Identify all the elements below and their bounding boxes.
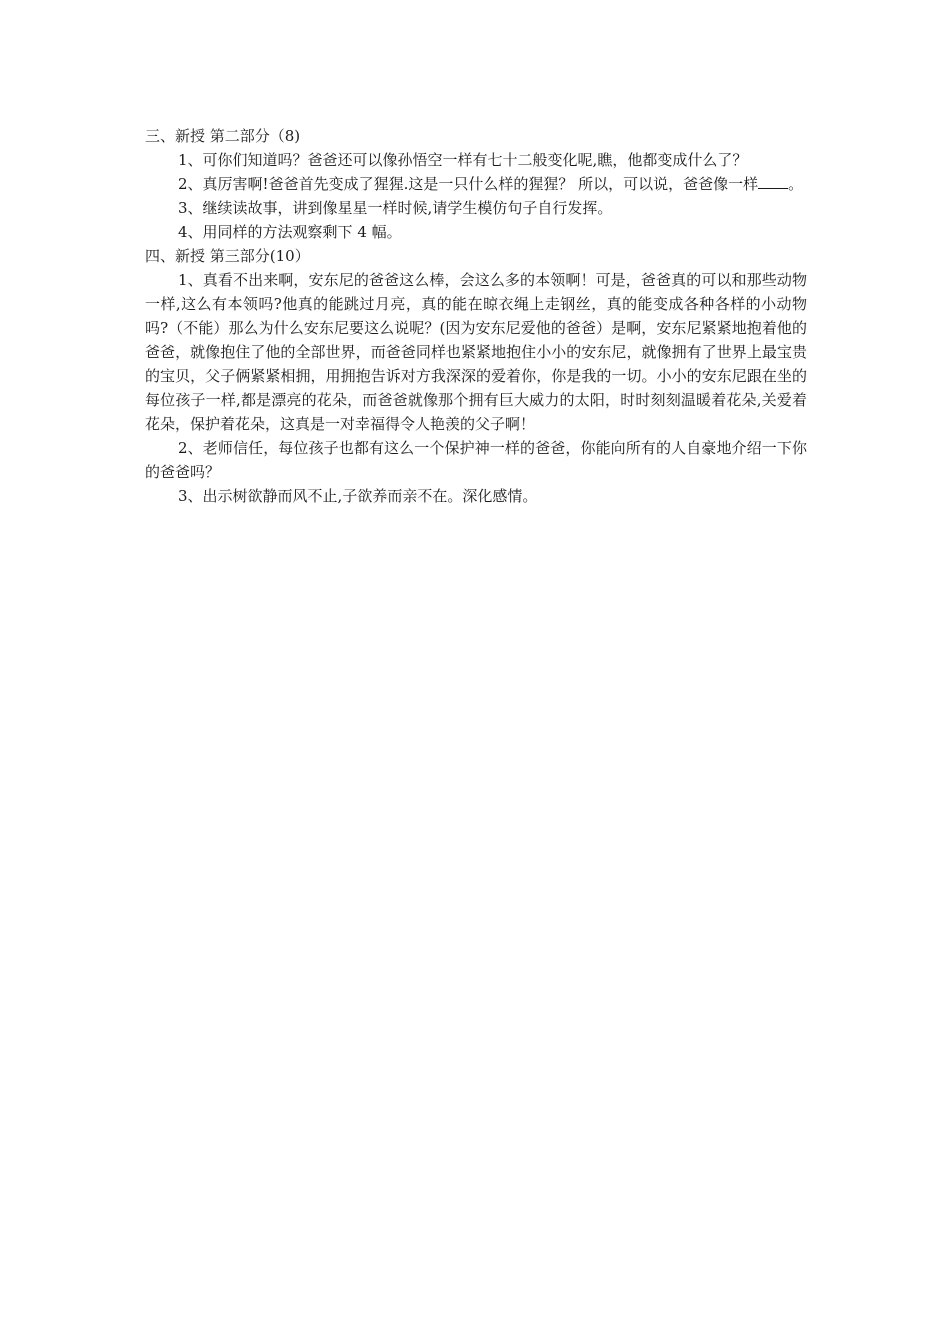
section-3-heading: 三、新授 第二部分（8) [145, 127, 301, 145]
fill-in-blank[interactable] [758, 188, 788, 189]
section-3-item-2 [145, 172, 807, 196]
document-body [145, 124, 807, 508]
section-3-item-2-text: 2、真厉害啊!爸爸首先变成了猩猩.这是一只什么样的猩猩？ 所以，可以说，爸爸像一样 [178, 175, 759, 193]
section-3-item-2-end: 。 [788, 175, 804, 193]
section-4-heading: 四、新授 第三部分(10） [145, 247, 310, 265]
section-3-item-4: 4、用同样的方法观察剩下 4 幅。 [178, 223, 402, 241]
section-4-item-3: 3、出示树欲静而风不止,子欲养而亲不在。深化感情。 [178, 487, 538, 505]
section-4-item-2: 2、老师信任，每位孩子也都有这么一个保护神一样的爸爸，你能向所有的人自豪地介绍一下你的爸爸吗？ [145, 439, 807, 481]
section-3-item-3: 3、继续读故事，讲到像星星一样时候,请学生模仿句子自行发挥。 [178, 199, 613, 217]
section-4-item-1: 1、真看不出来啊，安东尼的爸爸这么棒，会这么多的本领啊！可是，爸爸真的可以和那些动物一样,这么有本领吗?他真的能跳过月亮，真的能在晾衣绳上走钢丝，真的能变成各种各样的小动物吗?（不能）那么为什么安东尼要这么说呢？(因为安东尼爱他的爸爸）是啊，安东尼紧紧地抱着他的爸爸，就像抱住了他的全部世界，而爸爸同样也紧紧地抱住小小的安东尼，就像拥有了世界上最宝贵的宝贝，父子俩紧紧相拥，用拥抱告诉对方我深深的爱着你，你是我的一切。小小的安东尼跟在坐的每位孩子一样,都是漂亮的花朵，而爸爸就像那个拥有巨大威力的太阳，时时刻刻温暖着花朵,关爱着花朵，保护着花朵，这真是一对幸福得令人艳羡的父子啊！ [145, 271, 807, 433]
section-3-item-1: 1、可你们知道吗？爸爸还可以像孙悟空一样有七十二般变化呢,瞧，他都变成什么了？ [178, 151, 748, 169]
